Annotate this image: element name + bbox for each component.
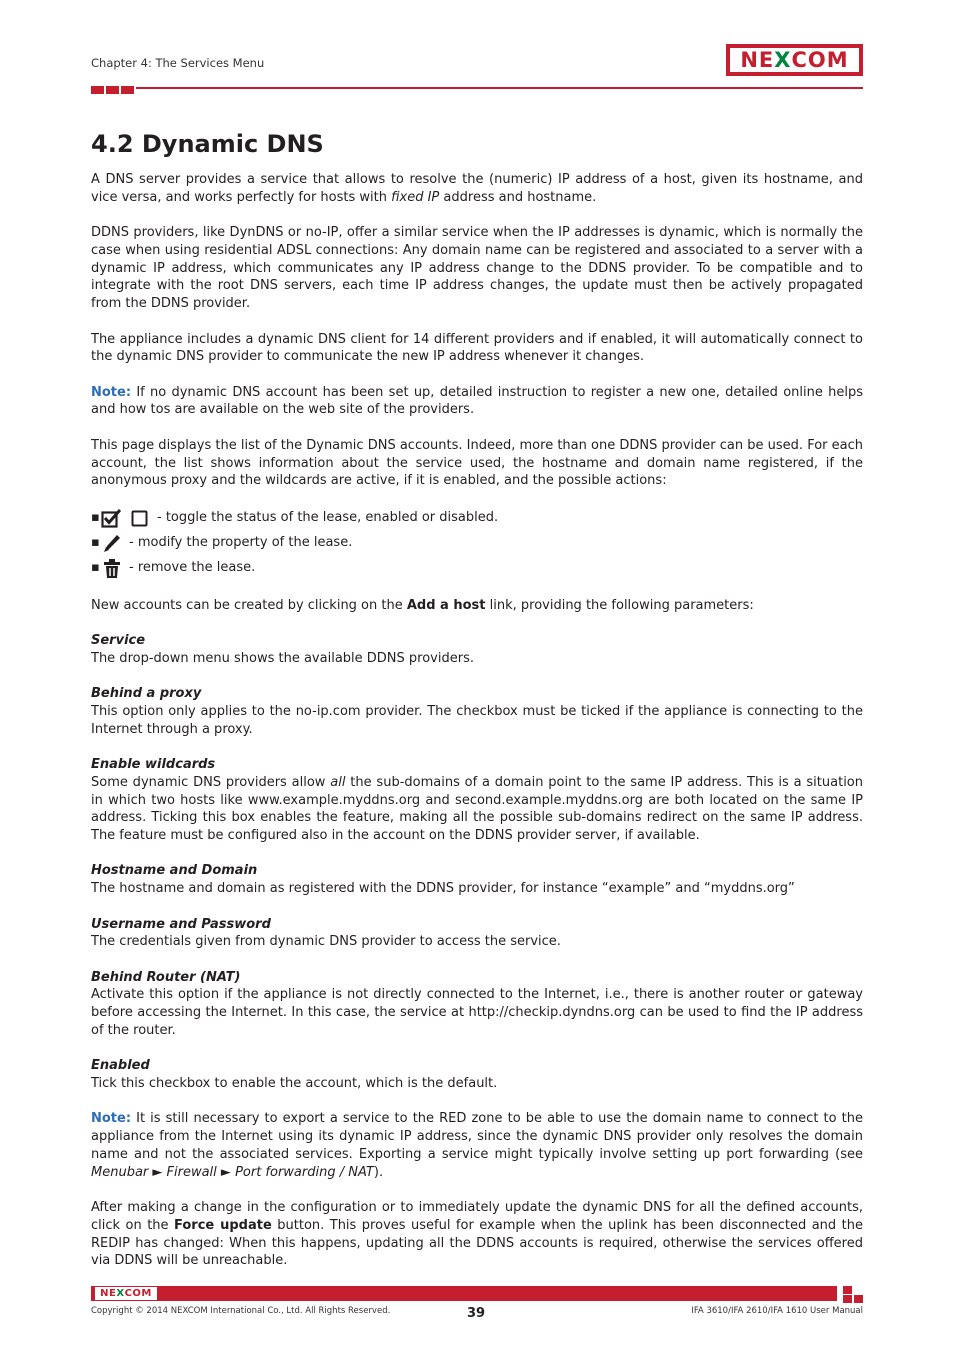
actions-list xyxy=(91,506,863,581)
section-service: Service The drop-down menu shows the available DDNS providers. xyxy=(91,632,474,666)
header-decoration xyxy=(91,86,134,94)
note-export-paragraph: Note: It is still necessary to export a service to the RED zone to be able to use the domain name to connect to the appliance from the Internet using its dynamic IP address, since the dynamic DNS provider only resolves the domain name and not the associated services. Exporting a service might typically involve setting up port forwarding (see Menubar ► Firewall ► Port forwarding / NAT). xyxy=(91,1111,863,1180)
page-number: 39 xyxy=(467,1306,486,1321)
footer-logo: NE X COM xyxy=(95,1287,157,1300)
manual-title: IFA 3610/IFA 2610/IFA 1610 User Manual xyxy=(691,1306,863,1316)
nexcom-logo: NE X COM xyxy=(726,44,863,76)
copyright: Copyright © 2014 NEXCOM International Co., Ltd. All Rights Reserved. xyxy=(91,1306,391,1316)
note-paragraph: Note: If no dynamic DNS account has been set up, detailed instruction to register a new one, detailed online helps and how tos are available on the web site of the providers. xyxy=(91,384,863,418)
chapter-header: Chapter 4: The Services Menu xyxy=(91,56,265,70)
ddns-paragraph: DDNS providers, like DynDNS or no-IP, offer a similar service when the IP addresses is dynamic, which is normally the case when using residential ADSL connections: Any domain name can be registered and associated to a server with a dynamic IP address, which communicates any IP address change to the DDNS provider. To be compatible and to integrate with the root DNS servers, each time IP address changes, the update must then be actively propagated from the DDNS provider. xyxy=(91,225,863,312)
trash-icon xyxy=(101,557,123,579)
section-credentials: Username and Password The credentials given from dynamic DNS provider to access the service. xyxy=(91,916,561,950)
intro-paragraph: A DNS server provides a service that allows to resolve the (numeric) IP address of a host, given its hostname, and vice versa, and works perfectly for hosts with fixed IP address and hostname. xyxy=(91,172,863,205)
checkbox-empty-icon xyxy=(129,507,151,529)
footer-bar xyxy=(91,1286,837,1301)
list-item: ▪ - remove the lease. xyxy=(91,556,863,581)
body-content xyxy=(91,171,863,1288)
section-enabled: Enabled Tick this checkbox to enable the account, which is the default. xyxy=(91,1058,498,1092)
header-rule xyxy=(136,87,863,89)
client-paragraph: The appliance includes a dynamic DNS client for 14 different providers and if enabled, it will automatically connect to the dynamic DNS provider to communicate the new IP address whenever it changes. xyxy=(91,331,863,365)
list-item: ▪ - toggle the status of the lease, enabled or disabled. xyxy=(91,506,863,531)
add-host-paragraph: New accounts can be created by clicking on the Add a host link, providing the following parameters: xyxy=(91,597,754,613)
list-item: ▪ - modify the property of the lease. xyxy=(91,531,863,556)
pencil-icon xyxy=(101,532,123,554)
section-wildcards: Enable wildcards Some dynamic DNS providers allow all the sub-domains of a domain point to the same IP address. This is a situation in which two hosts like www.example.myddns.org and second.example.myddns.org are both located on the same IP address. Ticking this box enables the feature, making all the possible sub-domains redirect on the same IP address. The feature must be configured also in the account on the DDNS provider server, if available. xyxy=(91,756,863,844)
page-title: 4.2 Dynamic DNS xyxy=(91,130,324,158)
footer-decoration xyxy=(843,1286,863,1303)
checkbox-checked-icon xyxy=(101,507,123,529)
list-paragraph: This page displays the list of the Dynamic DNS accounts. Indeed, more than one DDNS provider can be used. For each account, the list shows information about the service used, the hostname and domain name registered, if the anonymous proxy and the wildcards are active, if it is enabled, and the possible actions: xyxy=(91,437,863,489)
section-proxy: Behind a proxy This option only applies to the no-ip.com provider. The checkbox must be ticked if the appliance is connecting to the Internet through a proxy. xyxy=(91,686,863,737)
force-update-paragraph: After making a change in the configuration or to immediately update the dynamic DNS for all the defined accounts, click on the Force update button. This proves useful for example when the uplink has been disconnected and the REDIP has changed: When this happens, updating all the DDNS accounts is required, otherwise the services offered via DDNS will be unreachable. xyxy=(91,1200,863,1269)
section-hostname: Hostname and Domain The hostname and domain as registered with the DDNS provider, for instance “example” and “myddns.org” xyxy=(91,863,795,897)
section-nat: Behind Router (NAT) Activate this option if the appliance is not directly connected to the Internet, i.e., there is another router or gateway before accessing the Internet. In this case, the service at http://checkip.dyndns.org can be used to find the IP address of the router. xyxy=(91,969,863,1038)
